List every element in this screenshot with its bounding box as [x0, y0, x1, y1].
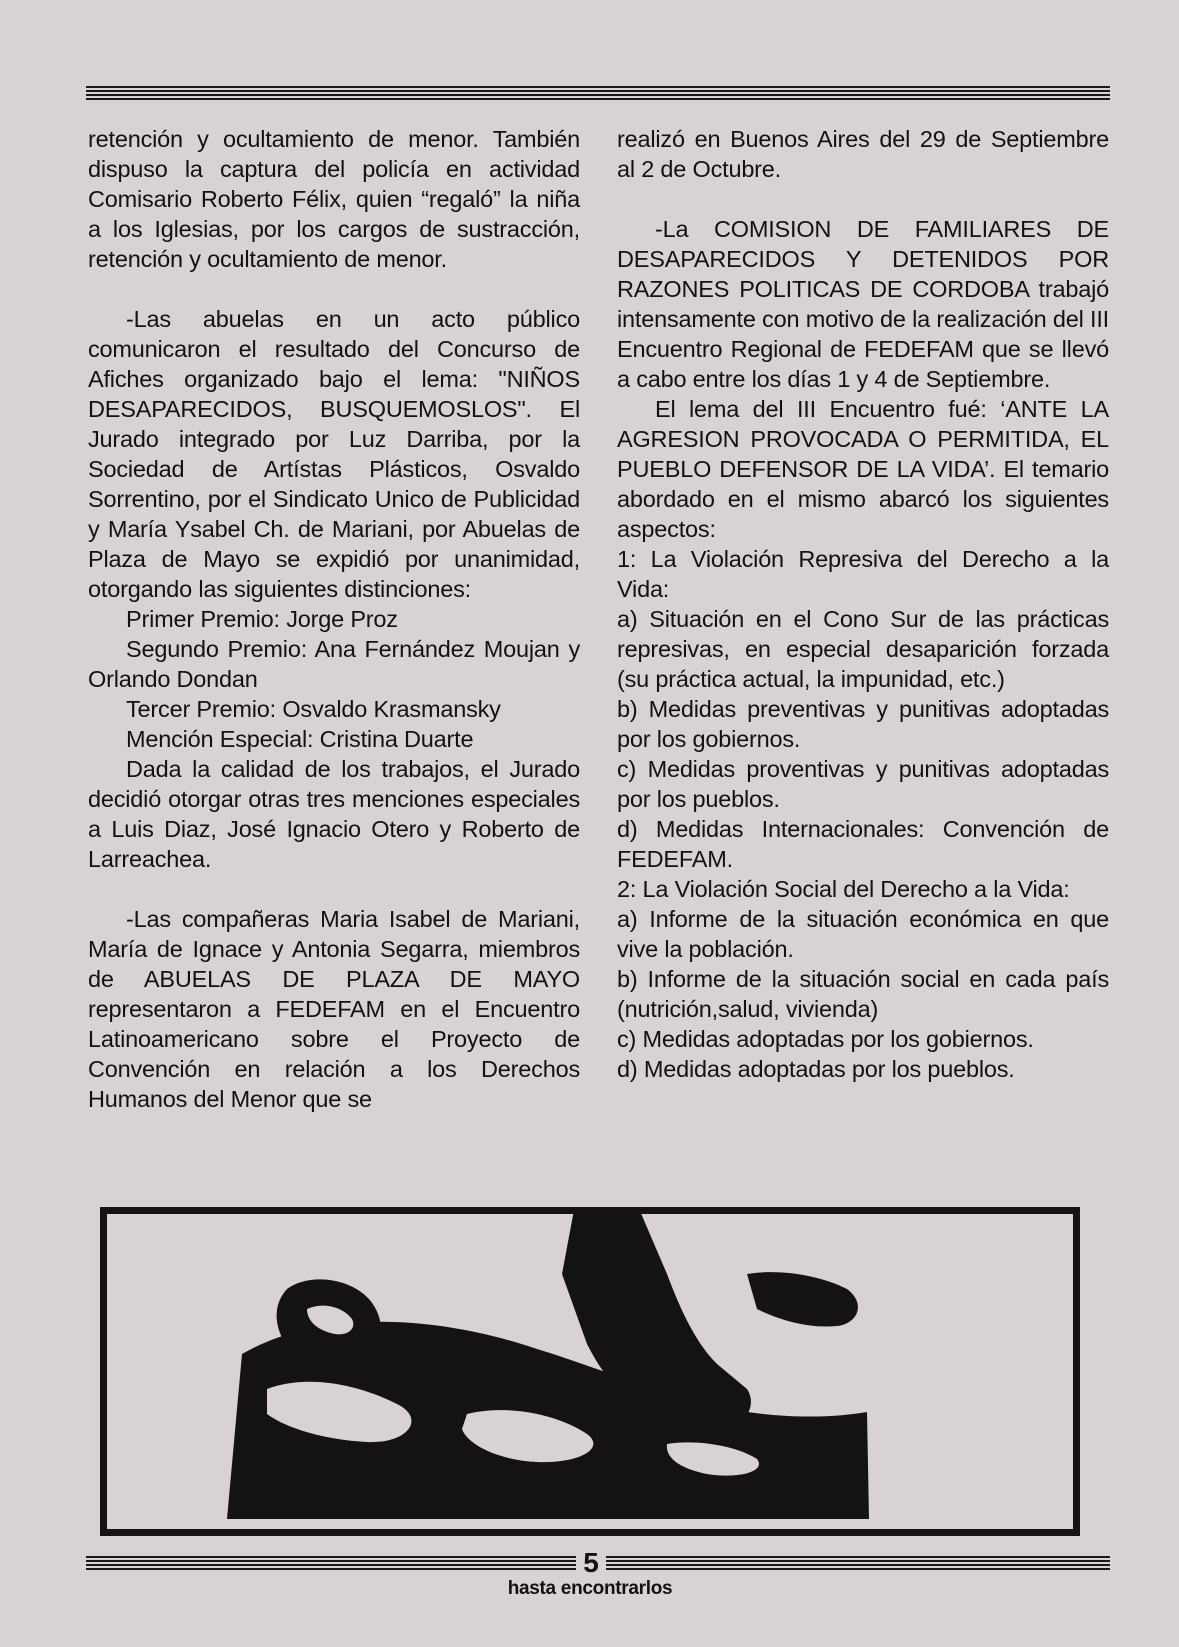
paragraph-extra-mentions: Dada la calidad de los trabajos, el Jurado decidió otorgar otras tres menciones especiales a Luis Diaz, José Ignacio Otero y Roberto de Larreachea. — [88, 756, 580, 872]
agenda-item-1c: c) Medidas proventivas y punitivas adoptadas por los pueblos. — [617, 756, 1109, 812]
agenda-item-1: 1: La Violación Represiva del Derecho a la Vida: — [617, 546, 1109, 602]
agenda-item-2: 2: La Violación Social del Derecho a la Vida: — [617, 876, 1070, 902]
paragraph-buenos-aires-dates: realizó en Buenos Aires del 29 de Septiembre al 2 de Octubre. — [617, 126, 1109, 182]
footer-rule-right — [606, 1556, 1110, 1572]
footer-rule-left — [86, 1556, 576, 1572]
paragraph-cordoba-commission: -La COMISION DE FAMILIARES DE DESAPARECIDOS Y DETENIDOS POR RAZONES POLITICAS DE CORDOBA trabajó intensamente con motivo de la realización del III Encuentro Regional de FEDEFAM que se llevó a cabo entre los días 1 y 4 de Septiembre. — [617, 216, 1109, 392]
publication-name: hasta encontrarlos — [507, 1578, 673, 1599]
paragraph-gap — [88, 874, 580, 904]
header-rule — [86, 86, 1110, 102]
agenda-item-1a: a) Situación en el Cono Sur de las prácticas represivas, en especial desaparición forzada (su práctica actual, la impunidad, etc.) — [617, 606, 1109, 692]
figure-arm — [747, 1272, 858, 1326]
award-first-prize: Primer Premio: Jorge Proz — [126, 606, 398, 632]
photo-frame — [100, 1207, 1080, 1536]
right-column — [617, 124, 1109, 1084]
paragraph-encounter-motto: El lema del III Encuentro fué: ‘ANTE LA AGRESION PROVOCADA O PERMITIDA, EL PUEBLO DEFENSOR DE LA VIDA’. El temario abordado en el mismo abarcó los siguientes aspectos: — [617, 396, 1109, 542]
award-third-prize: Tercer Premio: Osvaldo Krasmansky — [126, 696, 501, 722]
agenda-item-2a: a) Informe de la situación económica en que vive la población. — [617, 906, 1109, 962]
paragraph-gap — [88, 274, 580, 304]
page-number: 5 — [583, 1547, 599, 1578]
paragraph-gap — [617, 184, 1109, 214]
left-column — [88, 124, 580, 1114]
paragraph-poster-contest: -Las abuelas en un acto público comunicaron el resultado del Concurso de Afiches organizado bajo el lema: "NIÑOS DESAPARECIDOS, BUSQUEMOSLOS". El Jurado integrado por Luz Darriba, por la Sociedad de Artístas Plásticos, Osvaldo Sorrentino, por el Sindicato Unico de Publicidad y María Ysabel Ch. de Mariani, por Abuelas de Plaza de Mayo se expidió por unanimidad, otorgando las siguientes distinciones: — [88, 306, 580, 602]
reclining-figure-illustration — [107, 1214, 1073, 1529]
agenda-item-1b: b) Medidas preventivas y punitivas adoptadas por los gobiernos. — [617, 696, 1109, 752]
agenda-item-1d: d) Medidas Internacionales: Convención de FEDEFAM. — [617, 816, 1109, 872]
award-special-mention: Mención Especial: Cristina Duarte — [126, 726, 474, 752]
paragraph-abuelas-representation: -Las compañeras Maria Isabel de Mariani, María de Ignace y Antonia Segarra, miembros de ABUELAS DE PLAZA DE MAYO representaron a FEDEFAM en el Encuentro Latinoamericano sobre el Proyecto de Convención en relación a los Derechos Humanos del Menor que se — [88, 906, 580, 1112]
agenda-item-2c: c) Medidas adoptadas por los gobiernos. — [617, 1026, 1034, 1052]
agenda-item-2d: d) Medidas adoptadas por los pueblos. — [617, 1056, 1015, 1082]
award-second-prize: Segundo Premio: Ana Fernández Moujan y Orlando Dondan — [88, 636, 580, 692]
paragraph-detention-order: retención y ocultamiento de menor. También dispuso la captura del policía en actividad Comisario Roberto Félix, quien “regaló” la niña a los Iglesias, por los cargos de sustracción, retención y ocultamiento de menor. — [88, 126, 580, 272]
agenda-item-2b: b) Informe de la situación social en cada país (nutrición,salud, vivienda) — [617, 966, 1109, 1022]
